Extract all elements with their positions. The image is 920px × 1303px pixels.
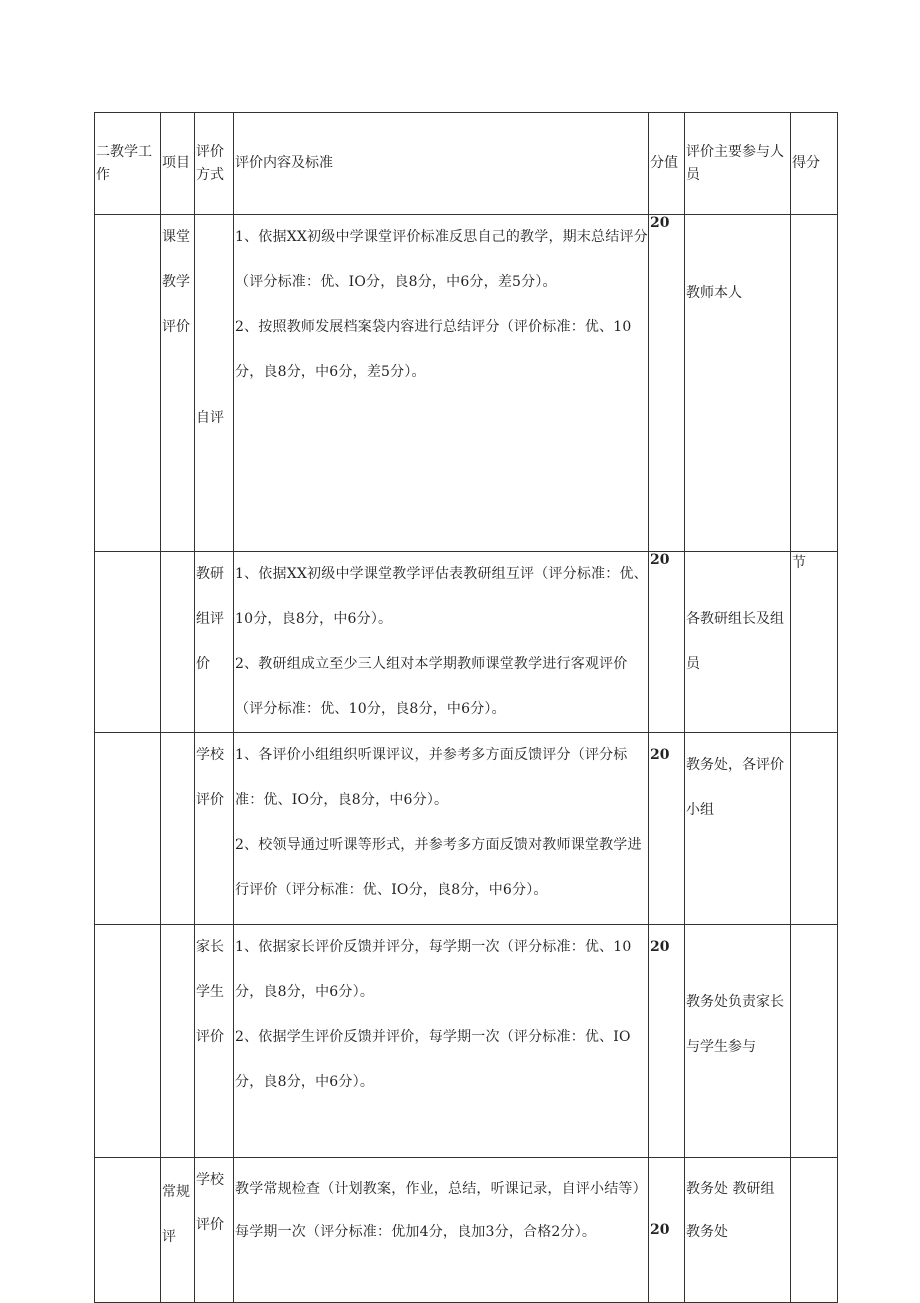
header-method: 评价方式: [195, 113, 234, 215]
people-cell: 教务处，各评价小组: [685, 733, 791, 925]
got-cell: [791, 925, 838, 1158]
score-cell: 20: [649, 925, 685, 1158]
table-row: [95, 215, 838, 552]
people-cell: 教务处 教研组 教务处: [685, 1158, 791, 1303]
header-people: 评价主要参与人员: [685, 113, 791, 215]
content-line: 1、各评价小组组织听课评议，并参考多方面反馈评分（评分标准：优、IO分，良8分，中6分）。: [235, 747, 628, 808]
work-cell: [95, 925, 161, 1158]
score-cell: 20: [649, 1158, 685, 1303]
score-cell: 20: [649, 552, 685, 733]
item-cell: [161, 733, 195, 925]
item-cell: [161, 552, 195, 733]
content-line: 1、依据家长评价反馈并评分，每学期一次（评分标准：优、10分，良8分，中6分）。: [235, 939, 632, 1000]
method-cell: 教研组评价: [195, 552, 234, 733]
header-score: 分值: [649, 113, 685, 215]
people-cell: 教师本人: [685, 215, 791, 552]
table-row: [95, 925, 838, 1158]
content-line: 2、按照教师发展档案袋内容进行总结评分（评价标准：优、10分，良8分，中6分，差5分）。: [235, 319, 632, 380]
item-cell: [161, 925, 195, 1158]
work-cell: [95, 215, 161, 552]
content-line: 2、校领导通过听课等形式，并参考多方面反馈对教师课堂教学进行评价（评分标准：优、IO分，良8分，中6分）。: [235, 837, 642, 898]
got-cell: [791, 1158, 838, 1303]
score-cell: 20: [649, 733, 685, 925]
content-cell: [234, 552, 649, 733]
evaluation-table: [94, 112, 838, 1303]
content-line: 2、教研组成立至少三人组对本学期教师课堂教学进行客观评价（评分标准：优、10分，良8分，中6分）。: [235, 656, 628, 717]
people-cell: 各教研组长及组员: [685, 552, 791, 733]
work-cell: [95, 733, 161, 925]
content-line: 1、依据XX初级中学课堂评价标准反思自己的教学，期末总结评分（评分标准：优、IO分，良8分，中6分，差5分）。: [235, 229, 648, 290]
content-line: 1、依据XX初级中学课堂教学评估表教研组互评（评分标准：优、10分，良8分，中6分）。: [235, 566, 648, 627]
work-cell: [95, 552, 161, 733]
method-cell: 家长学生评价: [195, 925, 234, 1158]
table-row: [95, 1158, 838, 1303]
people-cell: 教务处负责家长与学生参与: [685, 925, 791, 1158]
got-cell: [791, 733, 838, 925]
got-cell: 节: [791, 552, 838, 733]
method-cell: 自评: [195, 215, 234, 552]
content-line: 教学常规检查（计划教案，作业，总结，听课记录，自评小结等）每学期一次（评分标准：优加4分，良加3分，合格2分）。: [235, 1181, 647, 1240]
item-cell: 课堂教学评价: [161, 215, 195, 552]
content-cell: [234, 215, 649, 552]
content-cell: [234, 925, 649, 1158]
content-cell: [234, 733, 649, 925]
got-cell: [791, 215, 838, 552]
table-row: [95, 733, 838, 925]
score-cell: 20: [649, 215, 685, 552]
method-cell: 学校评价: [195, 1158, 234, 1303]
work-cell: [95, 1158, 161, 1303]
header-work: 二教学工作: [95, 113, 161, 215]
content-cell: [234, 1158, 649, 1303]
table-header-row: [95, 113, 838, 215]
table-row: [95, 552, 838, 733]
item-cell: 常规评: [161, 1158, 195, 1303]
header-got: 得分: [791, 113, 838, 215]
method-cell: 学校评价: [195, 733, 234, 925]
content-line: 2、依据学生评价反馈并评价，每学期一次（评分标准：优、IO分，良8分，中6分）。: [235, 1029, 631, 1090]
header-content: 评价内容及标准: [234, 113, 649, 215]
header-item: 项目: [161, 113, 195, 215]
